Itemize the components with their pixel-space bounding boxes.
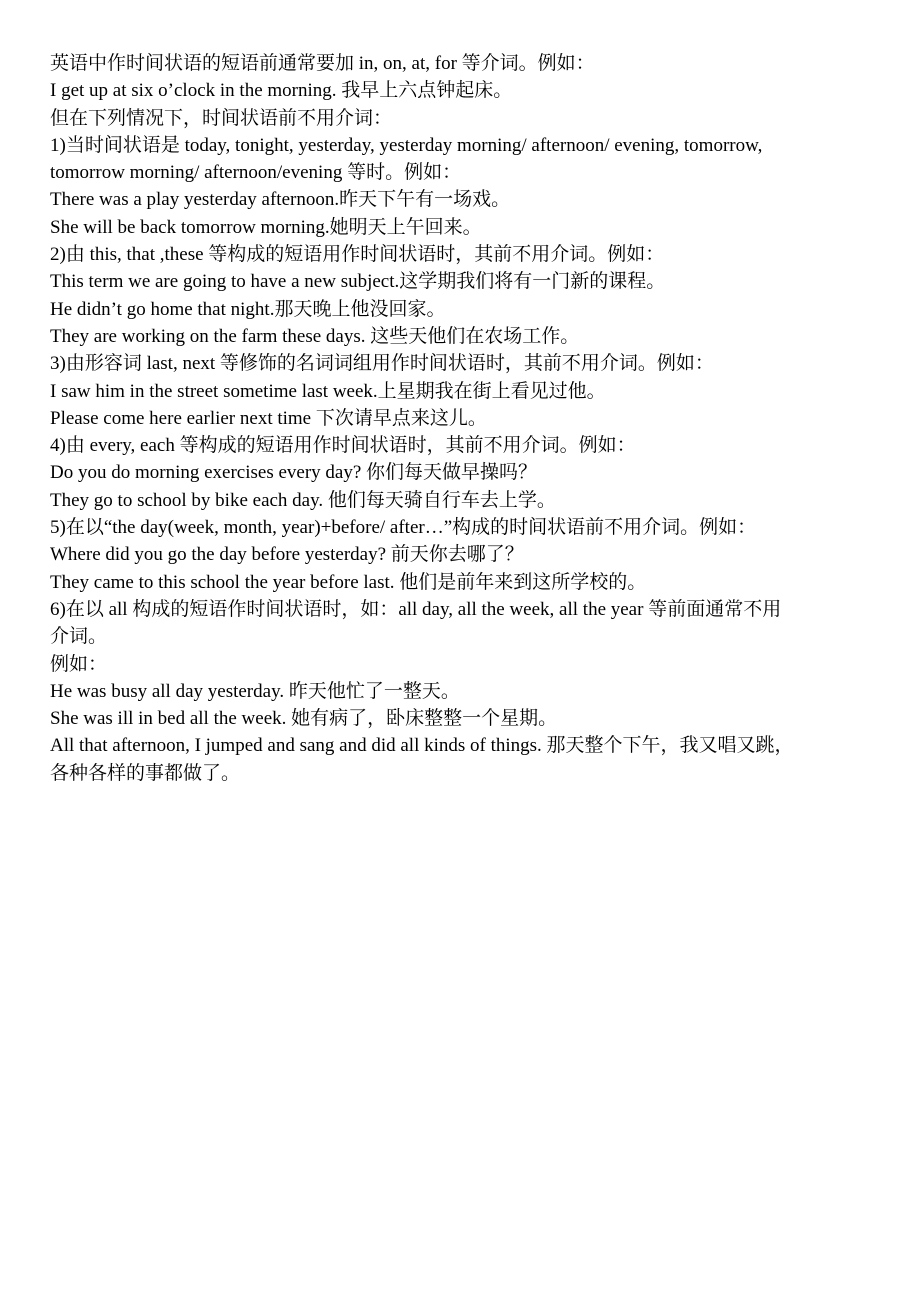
- example-sentence: Where did you go the day before yesterday? 前天你去哪了？: [50, 544, 524, 566]
- rule-3-heading: 3)由形容词 last, next 等修饰的名词词组用作时间状语时，其前不用介词。例如：: [50, 353, 714, 375]
- rule-6-heading: 6)在以 all 构成的短语作时间状语时，如：all day, all the week, all the year 等前面通常不用: [50, 598, 782, 620]
- example-sentence: They are working on the farm these days. 这些天他们在农场工作。: [50, 325, 580, 347]
- example-sentence: Do you do morning exercises every day? 你们每天做早操吗？: [50, 462, 538, 484]
- example-sentence: He was busy all day yesterday. 昨天他忙了一整天。: [50, 680, 460, 702]
- example-sentence: I get up at six o’clock in the morning. 我早上六点钟起床。: [50, 80, 513, 102]
- rule-1-heading: 1)当时间状语是 today, tonight, yesterday, yesterday morning/ afternoon/ evening, tomorrow,: [50, 134, 763, 156]
- rule-4-heading: 4)由 every, each 等构成的短语用作时间状语时，其前不用介词。例如：: [50, 435, 636, 457]
- example-sentence: She was ill in bed all the week. 她有病了，卧床整整一个星期。: [50, 708, 558, 730]
- example-sentence: He didn’t go home that night.那天晚上他没回家。: [50, 298, 446, 320]
- example-sentence: All that afternoon, I jumped and sang and did all kinds of things. 那天整个下午，我又唱又跳，: [50, 735, 794, 757]
- example-sentence: There was a play yesterday afternoon.昨天下午有一场戏。: [50, 189, 511, 211]
- text-line-intro: 英语中作时间状语的短语前通常要加 in, on, at, for 等介词。例如：: [50, 53, 595, 74]
- document-page: [50, 50, 880, 787]
- example-sentence: They go to school by bike each day. 他们每天骑自行车去上学。: [50, 489, 556, 511]
- example-sentence: They came to this school the year before last. 他们是前年来到这所学校的。: [50, 571, 647, 593]
- rule-1-heading-cont: tomorrow morning/ afternoon/evening 等时。例如：: [50, 162, 462, 184]
- rule-2-heading: 2)由 this, that ,these 等构成的短语用作时间状语时，其前不用介词。例如：: [50, 244, 665, 266]
- rule-5-heading: 5)在以“the day(week, month, year)+before/ after…”构成的时间状语前不用介词。例如：: [50, 517, 757, 539]
- example-label: 例如：: [50, 653, 108, 675]
- example-sentence: This term we are going to have a new subject.这学期我们将有一门新的课程。: [50, 271, 666, 293]
- example-sentence-cont: 各种各样的事都做了。: [50, 762, 241, 784]
- text-line-rule-intro: 但在下列情况下，时间状语前不用介词：: [50, 107, 393, 129]
- rule-6-heading-cont: 介词。: [50, 626, 108, 648]
- example-sentence: Please come here earlier next time 下次请早点来这儿。: [50, 407, 487, 429]
- example-sentence: I saw him in the street sometime last week.上星期我在街上看见过他。: [50, 380, 606, 402]
- example-sentence: She will be back tomorrow morning.她明天上午回来。: [50, 216, 482, 238]
